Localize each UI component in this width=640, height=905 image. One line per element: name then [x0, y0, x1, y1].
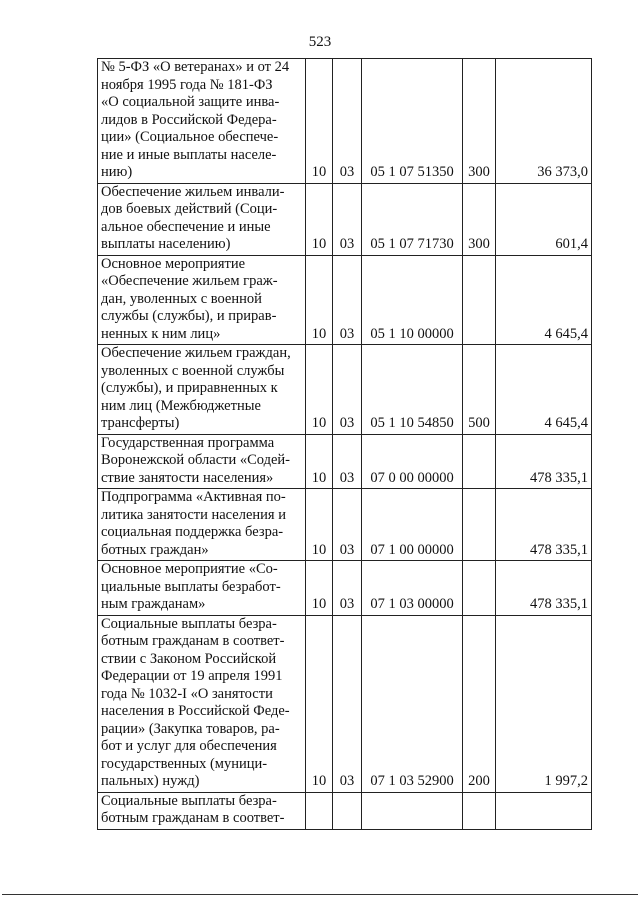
cell-expense-type: 500 [463, 345, 496, 435]
cell-target-article: 05 1 10 00000 [362, 255, 463, 345]
cell-amount: 478 335,1 [496, 561, 592, 616]
cell-target-article: 05 1 07 51350 [362, 59, 463, 184]
row-description: Государственная программа Воронежской области «Содей- ствие занятости населения» [101, 434, 291, 486]
cell-amount: 1 997,2 [496, 615, 592, 792]
cell-subsection: 03 [333, 489, 362, 561]
row-description: Обеспечение жильем граждан, уволенных с военной службы (службы), и приравненных к ним лиц (Межбюджетные трансферты) [101, 345, 291, 431]
cell-name [98, 561, 306, 616]
table-row [98, 615, 592, 792]
cell-target-article [362, 792, 463, 829]
cell-name [98, 792, 306, 829]
cell-amount: 36 373,0 [496, 59, 592, 184]
cell-subsection: 03 [333, 615, 362, 792]
cell-amount: 4 645,4 [496, 345, 592, 435]
cell-expense-type [463, 255, 496, 345]
cell-subsection: 03 [333, 434, 362, 489]
cell-name [98, 59, 306, 184]
cell-expense-type: 300 [463, 183, 496, 255]
cell-subsection: 03 [333, 255, 362, 345]
cell-expense-type [463, 792, 496, 829]
page-number: 523 [308, 34, 332, 50]
cell-name [98, 489, 306, 561]
table-row [98, 434, 592, 489]
cell-target-article: 07 1 00 00000 [362, 489, 463, 561]
cell-name [98, 255, 306, 345]
cell-expense-type: 200 [463, 615, 496, 792]
table-row [98, 59, 592, 184]
cell-section: 10 [306, 59, 333, 184]
cell-amount: 478 335,1 [496, 489, 592, 561]
cell-target-article: 07 0 00 00000 [362, 434, 463, 489]
cell-section: 10 [306, 489, 333, 561]
budget-table [97, 58, 592, 830]
cell-expense-type: 300 [463, 59, 496, 184]
cell-section: 10 [306, 183, 333, 255]
cell-section: 10 [306, 345, 333, 435]
table-row [98, 792, 592, 829]
table-row [98, 561, 592, 616]
cell-expense-type [463, 434, 496, 489]
row-description: № 5-ФЗ «О ветеранах» и от 24 ноября 1995 года № 181-ФЗ «О социальной защите инва- лидов в Российской Федера- ции» (Социальное обеспече- ние и иные выплаты населе- нию) [101, 59, 290, 180]
cell-section [306, 792, 333, 829]
table-body [98, 59, 592, 830]
row-description: Подпрограмма «Активная по- литика занятости населения и социальная поддержка безра- ботных граждан» [101, 489, 286, 558]
cell-section: 10 [306, 434, 333, 489]
cell-target-article: 07 1 03 00000 [362, 561, 463, 616]
cell-target-article: 05 1 10 54850 [362, 345, 463, 435]
cell-section: 10 [306, 561, 333, 616]
cell-subsection: 03 [333, 59, 362, 184]
cell-name [98, 434, 306, 489]
cell-subsection: 03 [333, 183, 362, 255]
cell-target-article: 07 1 03 52900 [362, 615, 463, 792]
table-row [98, 489, 592, 561]
cell-amount: 4 645,4 [496, 255, 592, 345]
cell-expense-type [463, 489, 496, 561]
row-description: Социальные выплаты безра- ботным гражданам в соответ- [101, 792, 285, 826]
cell-name [98, 615, 306, 792]
cell-section: 10 [306, 615, 333, 792]
cell-subsection: 03 [333, 561, 362, 616]
row-description: Основное мероприятие «Обеспечение жильем граж- дан, уволенных с военной службы (службы), и прирав- ненных к ним лиц» [101, 255, 278, 342]
row-description: Обеспечение жильем инвали- дов боевых действий (Соци- альное обеспечение и иные выплаты населению) [101, 183, 285, 252]
cell-name [98, 183, 306, 255]
cell-target-article: 05 1 07 71730 [362, 183, 463, 255]
cell-subsection [333, 792, 362, 829]
cell-amount [496, 792, 592, 829]
table-row [98, 255, 592, 345]
cell-amount: 601,4 [496, 183, 592, 255]
page-bottom-rule [2, 894, 638, 895]
table-row [98, 345, 592, 435]
cell-section: 10 [306, 255, 333, 345]
row-description: Социальные выплаты безра- ботным гражданам в соответ- ствии с Законом Российской Федерации от 19 апреля 1991 года № 1032-I «О занятости населения в Российской Феде- рации» (Закупка товаров, ра- бот и услуг для обеспечения государственных (муници- пальных) нужд) [101, 615, 290, 789]
cell-amount: 478 335,1 [496, 434, 592, 489]
row-description: Основное мероприятие «Со- циальные выплаты безработ- ным гражданам» [101, 561, 281, 612]
table-row [98, 183, 592, 255]
cell-name [98, 345, 306, 435]
cell-expense-type [463, 561, 496, 616]
cell-subsection: 03 [333, 345, 362, 435]
